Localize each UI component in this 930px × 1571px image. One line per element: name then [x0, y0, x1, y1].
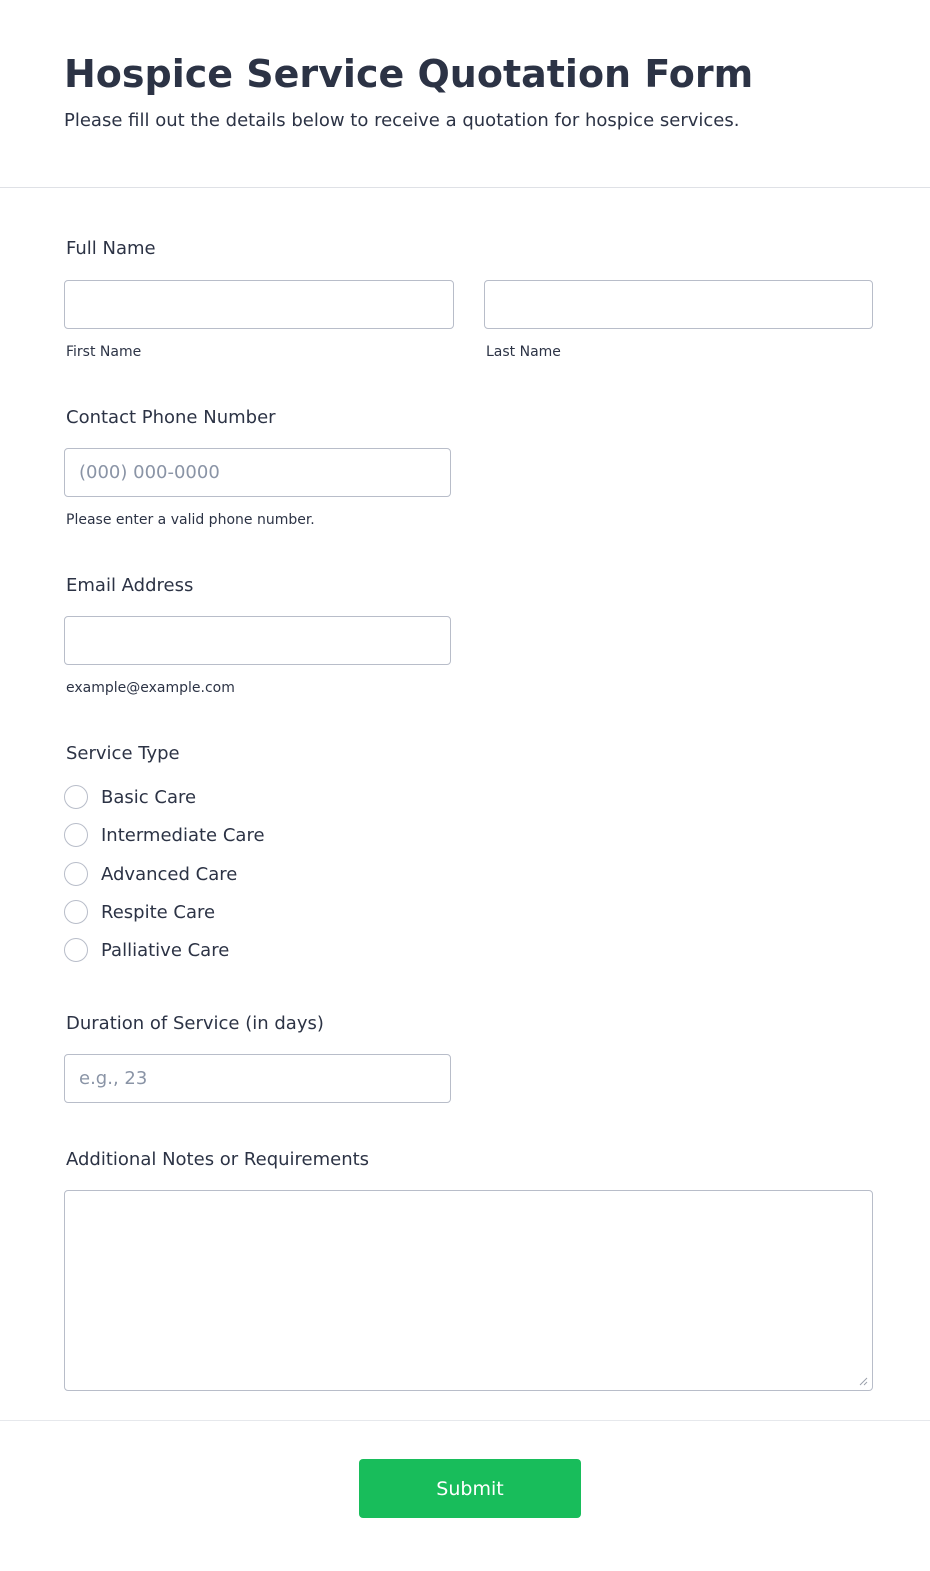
phone-label: Contact Phone Number [66, 407, 276, 428]
notes-textarea[interactable] [64, 1190, 873, 1391]
first-name-input[interactable] [64, 280, 454, 329]
phone-sublabel: Please enter a valid phone number. [66, 512, 315, 528]
submit-button[interactable]: Submit [359, 1459, 581, 1518]
radio-button[interactable] [64, 823, 88, 847]
radio-button[interactable] [64, 938, 88, 962]
duration-input[interactable] [64, 1054, 451, 1103]
radio-button[interactable] [64, 900, 88, 924]
radio-button[interactable] [64, 862, 88, 886]
footer-divider [0, 1420, 930, 1421]
phone-input[interactable] [64, 448, 451, 497]
notes-label: Additional Notes or Requirements [66, 1149, 370, 1170]
email-sublabel: example@example.com [66, 680, 235, 696]
email-label: Email Address [66, 575, 194, 596]
radio-option-label: Palliative Care [101, 939, 230, 961]
radio-option-respite-care[interactable] [64, 899, 215, 925]
radio-option-label: Basic Care [101, 786, 197, 808]
duration-label: Duration of Service (in days) [66, 1013, 324, 1034]
radio-option-palliative-care[interactable] [64, 937, 229, 963]
radio-option-label: Advanced Care [101, 863, 238, 885]
radio-option-advanced-care[interactable] [64, 861, 237, 887]
radio-option-label: Respite Care [101, 901, 216, 923]
form-subtitle: Please fill out the details below to receive a quotation for hospice services. [64, 110, 740, 131]
resize-handle-icon[interactable] [858, 1376, 868, 1386]
last-name-input[interactable] [484, 280, 873, 329]
form-header [0, 0, 930, 188]
form-title: Hospice Service Quotation Form [64, 52, 754, 96]
full-name-label: Full Name [66, 238, 156, 259]
first-name-sublabel: First Name [66, 344, 142, 360]
radio-option-label: Intermediate Care [101, 824, 265, 846]
radio-button[interactable] [64, 785, 88, 809]
radio-option-intermediate-care[interactable] [64, 822, 265, 848]
service-type-label: Service Type [66, 743, 180, 764]
email-input[interactable] [64, 616, 451, 665]
last-name-sublabel: Last Name [486, 344, 561, 360]
radio-option-basic-care[interactable] [64, 784, 196, 810]
